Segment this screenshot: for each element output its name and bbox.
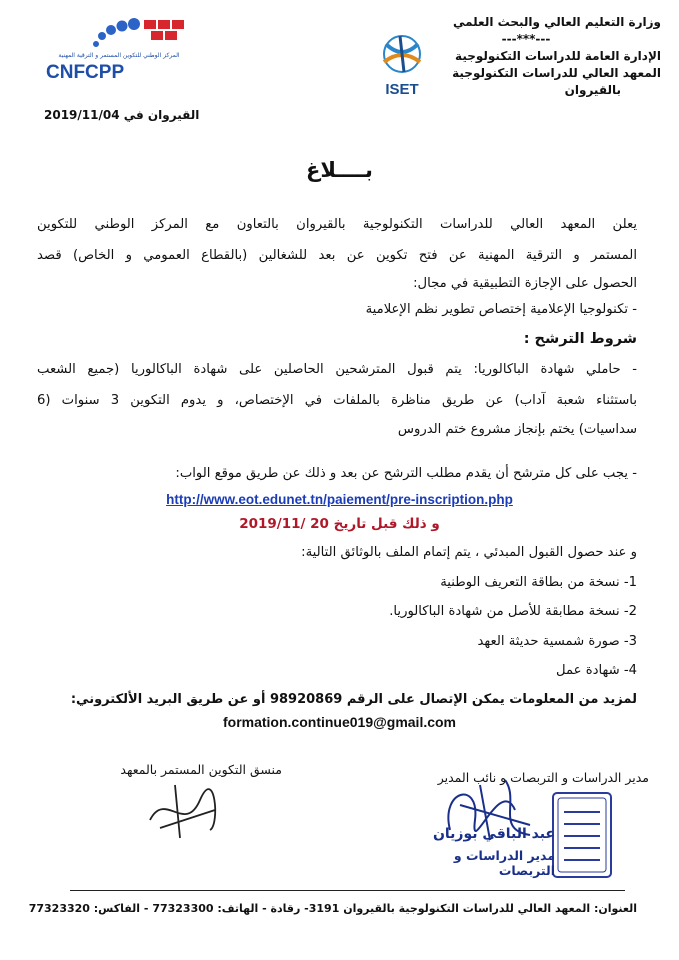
cnfcpp-logo-text: CNFCPP — [46, 62, 125, 83]
official-stamp-icon — [550, 790, 614, 880]
director-name: عبد الباقي بوزيان — [432, 826, 555, 842]
document-date: القيروان في 2019/11/04 — [44, 108, 200, 122]
coordinator-signature-icon — [140, 780, 230, 840]
document-item: 1- نسخة من بطاقة التعريف الوطنية — [440, 575, 637, 590]
contact-email[interactable]: formation.continue019@gmail.com — [222, 714, 457, 730]
iset-logo-text: ISET — [385, 81, 419, 98]
intro-line: يعلن المعهد العالي للدراسات التكنولوجية بالقيروان بالتعاون مع المركز الوطني للتكوين — [37, 217, 637, 232]
ministry-line: الإدارة العامة للدراسات التكنولوجية — [455, 49, 661, 63]
contact-line: لمزيد من المعلومات يمكن الإتصال على الرقم 98920869 أو عن طريق البريد الألكتروني: — [70, 692, 637, 707]
registration-link[interactable]: http://www.eot.edunet.tn/paiement/pre-inscription.php — [166, 492, 513, 507]
footer-divider — [70, 890, 625, 891]
document-item: 4- شهادة عمل — [556, 663, 637, 678]
conditions-line: باستثناء شعبة آداب) عن طريق مناظرة بالملفات في الإختصاص، و يدوم التكوين 3 سنوات (6 — [37, 393, 637, 408]
footer-address: العنوان: المعهد العالي للدراسات التكنولوجية بالقيروان 3191- رقادة - الهاتف: 77323300 - الفاكس: 77323320 — [28, 902, 637, 915]
ministry-line: المعهد العالي للدراسات التكنولوجية — [452, 66, 661, 80]
training-field: - تكنولوجيا الإعلامية إختصاص تطوير نظم الإعلامية — [365, 302, 637, 317]
documents-intro: و عند حصول القبول المبدئي ، يتم إتمام الملف بالوثائق التالية: — [301, 545, 637, 560]
conditions-line: - حاملي شهادة الباكالوريا: يتم قبول المترشحين الحاصلين على شهادة الباكالوريا (جميع الشعب — [37, 362, 637, 377]
director-title: مدير الدراسات و التربصات و نائب المدير — [437, 770, 649, 785]
intro-line: الحصول على الإجازة التطبيقية في مجال: — [413, 276, 637, 291]
deadline-date: و ذلك قبل تاريخ 20 /2019/11 — [239, 516, 440, 532]
iset-logo-icon — [370, 30, 434, 100]
apply-line: - يجب على كل مترشح أن يقدم مطلب الترشح عن بعد و ذلك عن طريق موقع الواب: — [175, 466, 637, 481]
cnfcpp-logo-subtitle: المركز الوطني للتكوين المستمر و الترقية المهنية — [58, 52, 180, 59]
conditions-line: سداسيات) يختم بإنجاز مشروع ختم الدروس — [397, 422, 637, 437]
coordinator-title: منسق التكوين المستمر بالمعهد — [120, 762, 282, 777]
ministry-line: وزارة التعليم العالي والبحث العلمي — [452, 15, 661, 29]
intro-line: المستمر و الترقية المهنية عن فتح تكوين عن بعد للشغالين (بالقطاع العمومي و الخاص) قصد — [37, 248, 637, 263]
ministry-line: بالقيروان — [564, 83, 621, 97]
page-title: بــــلاغ — [306, 158, 373, 182]
director-role: مدير الدراسات و التربصات — [453, 848, 555, 878]
conditions-heading: شروط الترشح : — [523, 331, 637, 347]
ministry-header — [431, 14, 661, 99]
document-item: 2- نسخة مطابقة للأصل من شهادة الباكالوريا. — [389, 604, 637, 619]
document-item: 3- صورة شمسية حديثة العهد — [477, 634, 637, 649]
ministry-separator: ---***--- — [501, 32, 551, 46]
